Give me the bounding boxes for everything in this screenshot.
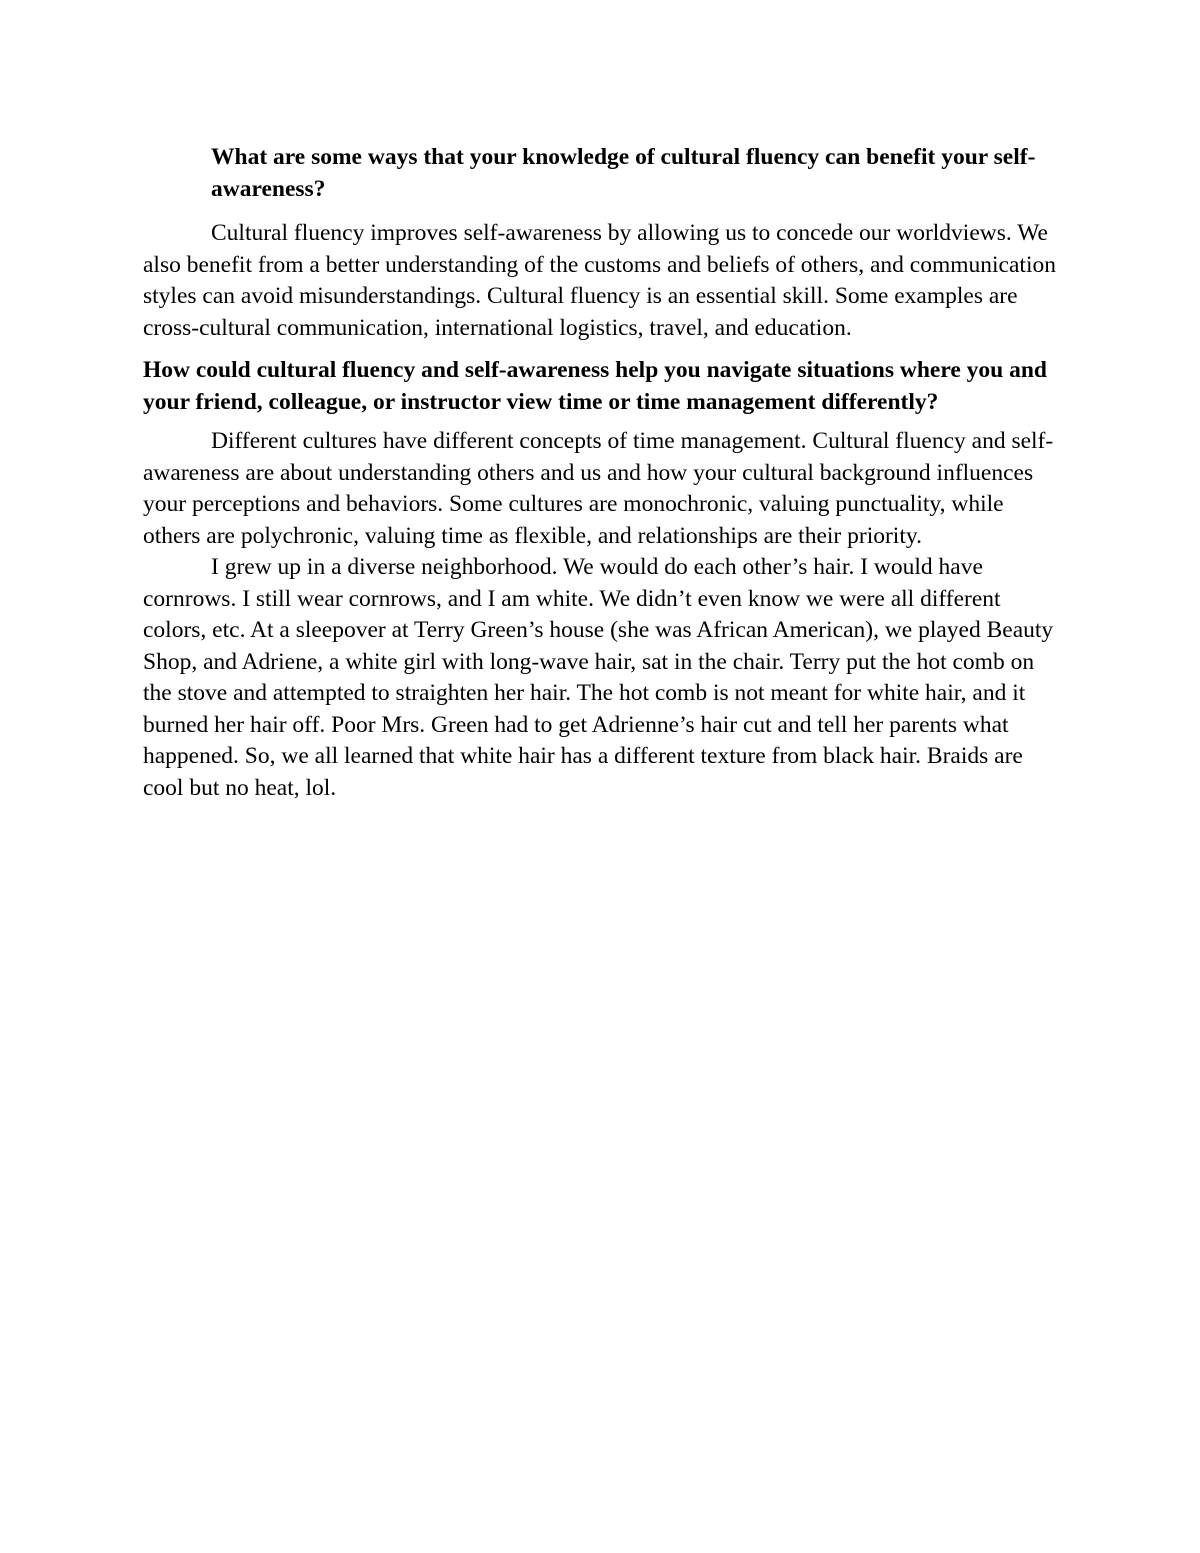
spacer — [143, 205, 1063, 218]
spacer — [143, 344, 1063, 355]
question-1-heading: What are some ways that your knowledge of cultural fluency can benefit your self-awareness? — [211, 144, 1036, 202]
question-2-heading: How could cultural fluency and self-awareness help you navigate situations where you and your friend, colleague, or instructor view time or time management differently? — [143, 357, 1047, 415]
answer-2-paragraph-1: Different cultures have different concepts of time management. Cultural fluency and self-awareness are about understanding others and us and how your cultural background influences your perceptions and behaviors. Some cultures are monochronic, valuing punctuality, while others are polychronic, valuing time as flexible, and relationships are their priority. — [143, 428, 1054, 549]
document-body — [143, 142, 1063, 804]
answer-2-paragraph-2: I grew up in a diverse neighborhood. We would do each other’s hair. I would have cornrows. I still wear cornrows, and I am white. We didn’t even know we were all different colors, etc. At a sleepover at Terry Green’s house (she was African American), we played Beauty Shop, and Adriene, a white girl with long-wave hair, sat in the chair. Terry put the hot comb on the stove and attempted to straighten her hair. The hot comb is not meant for white hair, and it burned her hair off. Poor Mrs. Green had to get Adrienne’s hair cut and tell her parents what happened. So, we all learned that white hair has a different texture from black hair. Braids are cool but no heat, lol. — [143, 554, 1054, 801]
answer-1-paragraph: Cultural fluency improves self-awareness by allowing us to concede our worldviews. We also benefit from a better understanding of the customs and beliefs of others, and communication styles can avoid misunderstandings. Cultural fluency is an essential skill. Some examples are cross-cultural communication, international logistics, travel, and education. — [143, 220, 1056, 341]
spacer — [143, 418, 1063, 426]
